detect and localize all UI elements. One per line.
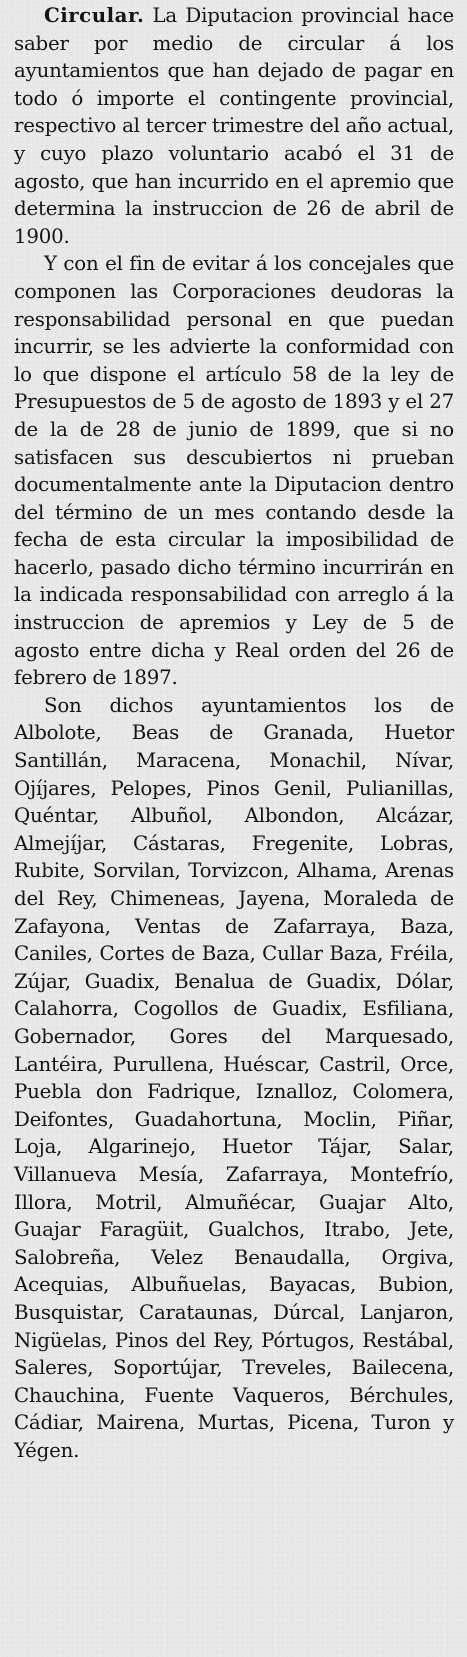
paragraph-2: Y con el fin de evitar á los concejales que componen las Corporaciones deudoras la responsabilidad personal en que puedan incurrir, se les advierte la conformidad con lo que dispone el artículo 58 de la ley de Presupuestos de 5 de agosto de 1893 y el 27 de la de 28 de junio de 1899, que si no satisfacen sus descubiertos ni prueban documentalmente ante la Diputacion dentro del término de un mes contando desde la fecha de esta circular la imposibilidad de hacerlo, pasado dicho término incurrirán en la indicada responsabilidad con arreglo á la instruccion de apremios y Ley de 5 de agosto entre dicha y Real orden del 26 de febrero de 1897.	[14, 252, 454, 690]
paragraph-3: Son dichos ayuntamientos los de Albolote, Beas de Granada, Huetor Santillán, Maracena, Monachil, Nívar, Ojíjares, Pelopes, Pinos Genil, Pulianillas, Quéntar, Albuñol, Albondon, Alcázar, Almejíjar, Cástaras, Fregenite, Lobras, Rubite, Sorvilan, Torvizcon, Alhama, Arenas del Rey, Chimeneas, Jayena, Moraleda de Zafayona, Ventas de Zafarraya, Baza, Caniles, Cortes de Baza, Cullar Baza, Fréila, Zújar, Guadix, Benalua de Guadix, Dólar, Calahorra, Cogollos de Guadix, Esfiliana, Gobernador, Gores del Marquesado, Lantéira, Purullena, Huéscar, Castril, Orce, Puebla don Fadrique, Iznalloz, Colomera, Deifontes, Guadahortuna, Moclin, Piñar, Loja, Algarinejo, Huetor Tájar, Salar, Villanueva Mesía, Zafarraya, Montefrío, Illora, Motril, Almuñécar, Guajar Alto, Guajar Faragüit, Gualchos, Itrabo, Jete, Salobreña, Velez Benaudalla, Orgiva, Acequias, Albuñuelas, Bayacas, Bubion, Busquistar, Carataunas, Dúrcal, Lanjaron, Nigüelas, Pinos del Rey, Pórtugos, Restábal, Saleres, Soportújar, Treveles, Bailecena, Chauchina, Fuente Vaqueros, Bérchules, Cádiar, Mairena, Murtas, Picena, Turon y Yégen.	[14, 693, 454, 1462]
paragraph-1-text: La Diputacion provincial hace saber por medio de circular á los ayuntamientos que han dejado de pagar en todo ó importe el contingente provincial, respectivo al tercer trimestre del año actual, y cuyo plazo voluntario acabó el 31 de agosto, que han incurrido en el apremio que determina la instruccion de 26 de abril de 1900.	[14, 4, 454, 248]
paragraph-1	[14, 2, 454, 250]
circular-heading: Circular.	[44, 3, 145, 27]
circular-article	[14, 2, 454, 1464]
